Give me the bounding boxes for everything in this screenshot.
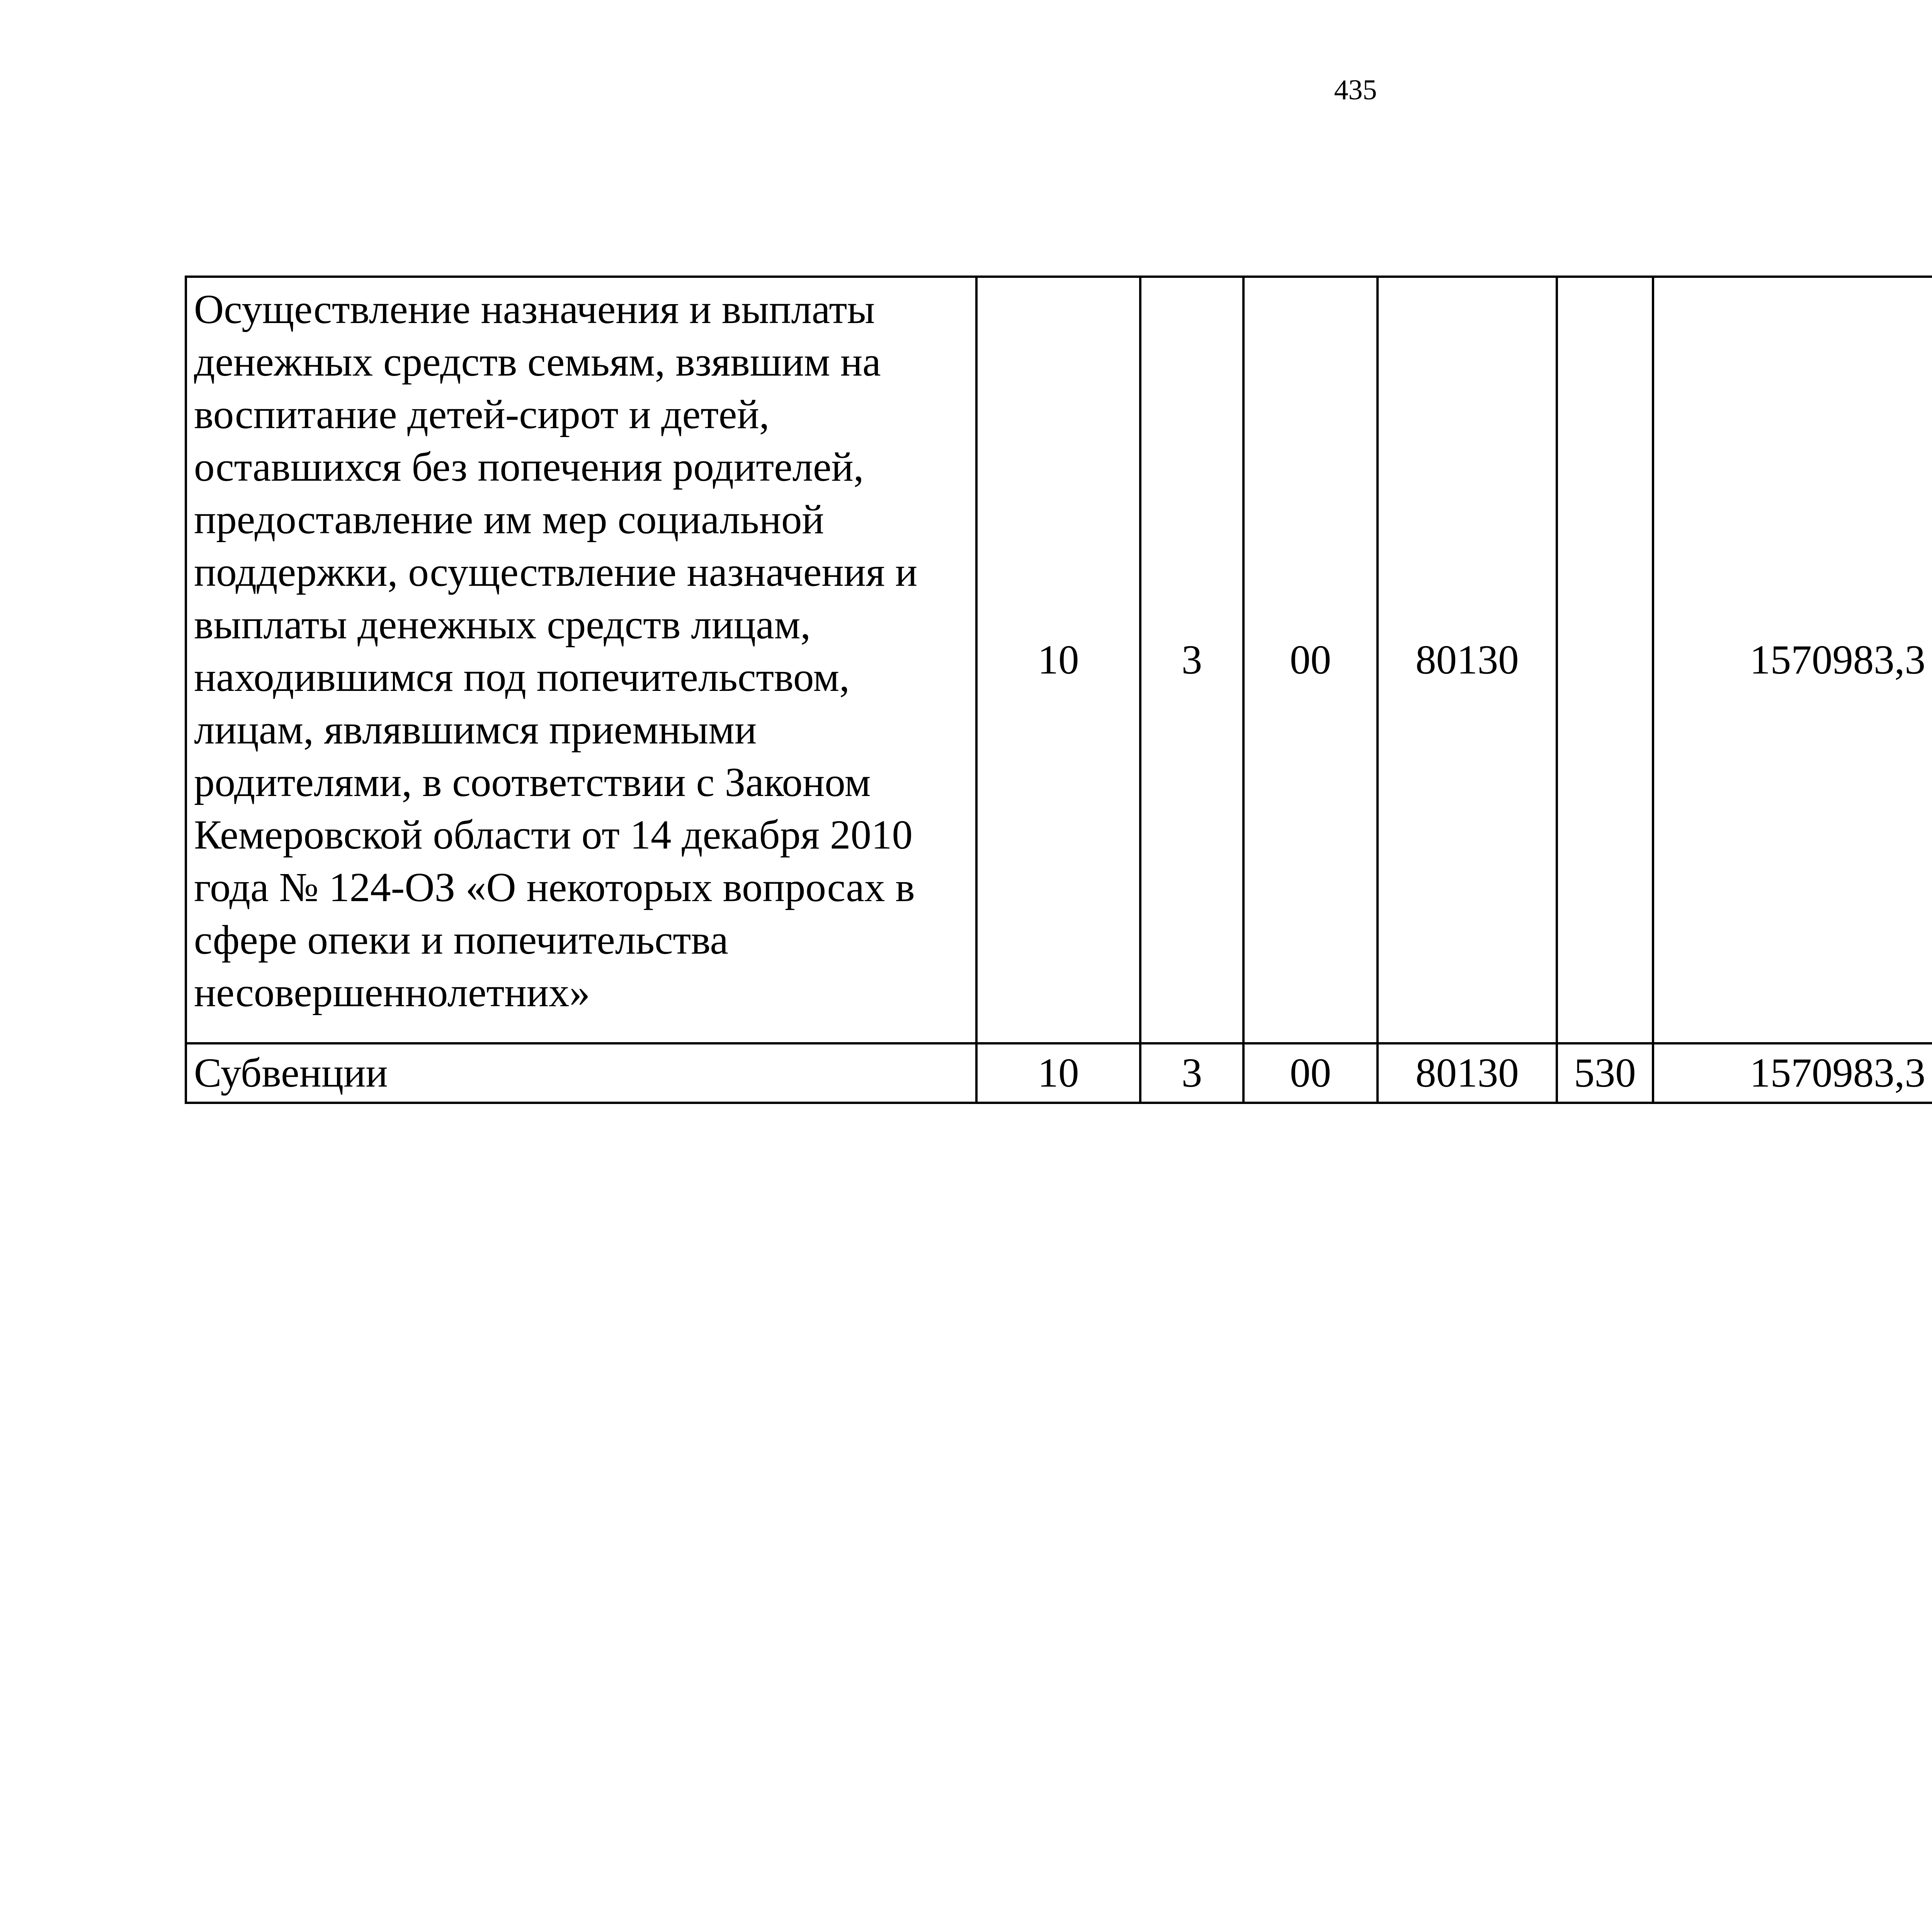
row-description: Субвенции — [186, 1043, 976, 1103]
page-number: 435 — [1334, 74, 1377, 106]
section-code-cell: 10 — [976, 277, 1140, 1043]
subsection-code-cell: 3 — [1140, 277, 1243, 1043]
program-code-cell: 00 — [1243, 1043, 1378, 1103]
amount-cell-1: 1570983,3 — [1653, 277, 1932, 1043]
target-item-code-cell: 80130 — [1378, 1043, 1557, 1103]
table-row — [186, 277, 1932, 1043]
subsection-code-cell: 3 — [1140, 1043, 1243, 1103]
target-item-code-cell: 80130 — [1378, 277, 1557, 1043]
table-row — [186, 1043, 1932, 1103]
expense-type-code-cell: 530 — [1557, 1043, 1653, 1103]
program-code-cell: 00 — [1243, 277, 1378, 1043]
expense-type-code-cell — [1557, 277, 1653, 1043]
amount-cell-1: 1570983,3 — [1653, 1043, 1932, 1103]
budget-table — [185, 276, 1932, 1104]
row-description: Осуществление назначения и выплаты денежных средств семьям, взявшим на воспитание детей-сирот и детей, оставшихся без попечения родителей, предоставление им мер социальной поддержки, осуществление назначения и выплаты денежных средств лицам, находившимся под попечительством, лицам, являвшимся приемными родителями, в соответствии с Законом Кемеровской области от 14 декабря 2010 года № 124-ОЗ «О некоторых вопросах в сфере опеки и попечительства несовершеннолетних» — [186, 277, 976, 1043]
section-code-cell: 10 — [976, 1043, 1140, 1103]
